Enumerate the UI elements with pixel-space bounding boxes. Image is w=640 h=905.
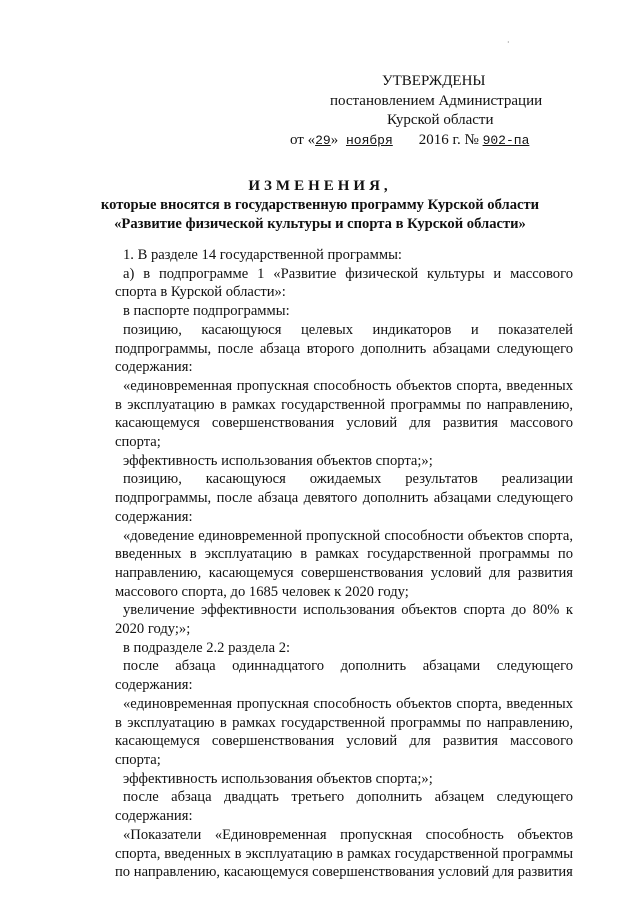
date-day: 29: [315, 132, 331, 148]
paragraph: «единовременная пропускная способность объектов спорта, введенных в эксплуатацию в рамках государственной программы по направлению, касающемуся совершенствования условий для развития массового спорта;: [115, 377, 573, 451]
title-heading: ИЗМЕНЕНИЯ,: [248, 178, 392, 194]
approval-block: [290, 72, 590, 150]
approval-date-line: [290, 131, 590, 151]
paragraph: эффективность использования объектов спорта;»;: [123, 770, 433, 787]
paragraph: позицию, касающуюся ожидаемых результатов реализации подпрограммы, после абзаца девятого дополнить абзацами следующего содержания:: [115, 471, 573, 525]
paragraph: 1. В разделе 14 государственной программы:: [123, 247, 402, 263]
date-year: 2016 г. №: [418, 131, 479, 148]
date-month: ноября: [345, 132, 393, 148]
document-title: [60, 176, 580, 233]
paragraph: а) в подпрограмме 1 «Развитие физической культуры и массового спорта в Курской области»:: [115, 265, 573, 301]
paragraph: «доведение единовременной пропускной способности объектов спорта, введенных в эксплуатацию в рамках государственной программы по направлению, касающемуся совершенствования условий для развития массового спорта, до 1685 человек к 2020 году;: [115, 527, 573, 600]
approval-resolution: постановлением Администрации: [330, 92, 543, 109]
paragraph: в паспорте подпрограммы:: [123, 303, 290, 320]
paragraph: после абзаца двадцать третьего дополнить абзацем следующего содержания:: [115, 789, 573, 825]
paragraph: «Показатели «Единовременная пропускная способность объектов спорта, введенных в эксплуатацию в рамках государственной программы по направлению, касающемуся совершенствования условий для развития: [115, 826, 573, 881]
approval-title: УТВЕРЖДЕНЫ: [382, 73, 486, 89]
document-body: [115, 246, 573, 882]
paragraph: «единовременная пропускная способность объектов спорта, введенных в эксплуатацию в рамках государственной программы по направлению, касающемуся совершенствования условий для развития массового спорта;: [115, 695, 573, 768]
title-subtitle-1: которые вносятся в государственную программу Курской области: [100, 197, 540, 213]
scan-speck: ·: [507, 38, 510, 47]
resolution-number: 902-па: [482, 132, 530, 148]
date-prefix: от «: [290, 131, 316, 148]
paragraph: после абзаца одиннадцатого дополнить абзацами следующего содержания:: [115, 658, 573, 694]
paragraph: эффективность использования объектов спорта;»;: [123, 452, 433, 469]
title-subtitle-2: «Развитие физической культуры и спорта в Курской области»: [114, 215, 526, 232]
paragraph: в подразделе 2.2 раздела 2:: [123, 639, 291, 656]
approval-region: Курской области: [387, 112, 494, 128]
paragraph: позицию, касающуюся целевых индикаторов и показателей подпрограммы, после абзаца второго дополнить абзацами следующего содержания:: [115, 321, 573, 376]
date-mid: »: [330, 131, 339, 148]
paragraph: увеличение эффективности использования объектов спорта до 80% к 2020 году;»;: [115, 602, 573, 638]
